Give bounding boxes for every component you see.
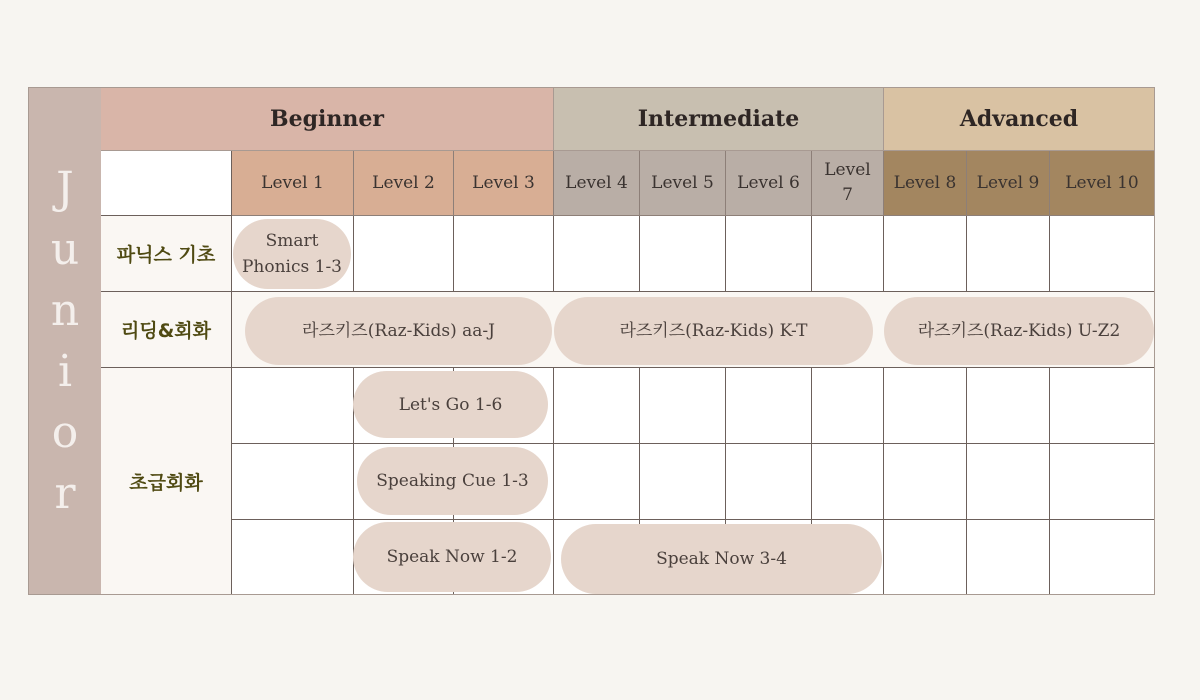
grid-cell	[232, 520, 354, 594]
side-letter: o	[51, 407, 79, 458]
course-razkids-k-t: 라즈키즈(Raz-Kids) K-T	[554, 297, 873, 365]
level-4-header: Level 4	[554, 151, 640, 216]
side-letter: u	[50, 224, 80, 275]
level-10-header: Level 10	[1050, 151, 1154, 216]
grid-cell	[554, 444, 640, 520]
course-razkids-aa-j: 라즈키즈(Raz-Kids) aa-J	[245, 297, 552, 365]
grid-cell	[726, 368, 812, 444]
grid-cell	[640, 368, 726, 444]
grid-cell	[354, 216, 454, 292]
grid-cell	[812, 444, 884, 520]
grid-cell	[640, 444, 726, 520]
grid-cell	[1050, 444, 1154, 520]
grid-cell	[232, 444, 354, 520]
side-letter: n	[50, 285, 80, 336]
side-letter: i	[57, 346, 73, 397]
level-9-header: Level 9	[967, 151, 1050, 216]
grid-cell	[554, 216, 640, 292]
band-beginner: Beginner	[101, 88, 554, 151]
grid-cell	[554, 368, 640, 444]
grid-cell	[967, 444, 1050, 520]
row-label-reading: 리딩&회화	[101, 292, 232, 368]
grid-cell	[967, 520, 1050, 594]
course-razkids-u-z2: 라즈키즈(Raz-Kids) U-Z2	[884, 297, 1154, 365]
grid-cell	[884, 216, 967, 292]
grid-cell	[884, 520, 967, 594]
level-8-header: Level 8	[884, 151, 967, 216]
band-advanced: Advanced	[884, 88, 1154, 151]
grid-cell	[454, 216, 554, 292]
grid-cell	[812, 368, 884, 444]
grid-cell	[967, 216, 1050, 292]
level-6-header: Level 6	[726, 151, 812, 216]
course-smart-phonics: Smart Phonics 1-3	[233, 219, 351, 289]
grid-cell	[1050, 368, 1154, 444]
side-letter: r	[54, 468, 76, 519]
grid-cell	[1050, 216, 1154, 292]
grid-cell	[726, 216, 812, 292]
level-2-header: Level 2	[354, 151, 454, 216]
level-1-header: Level 1	[232, 151, 354, 216]
grid-cell	[726, 444, 812, 520]
level-3-header: Level 3	[454, 151, 554, 216]
header-corner-cell	[101, 151, 232, 216]
course-speaking-cue: Speaking Cue 1-3	[357, 447, 548, 515]
band-intermediate: Intermediate	[554, 88, 884, 151]
grid-cell	[884, 444, 967, 520]
grid-cell	[967, 368, 1050, 444]
course-speak-now-1-2: Speak Now 1-2	[353, 522, 551, 592]
grid-cell	[884, 368, 967, 444]
level-7-header: Level 7	[812, 151, 884, 216]
course-speak-now-3-4: Speak Now 3-4	[561, 524, 882, 594]
grid-cell	[812, 216, 884, 292]
level-5-header: Level 5	[640, 151, 726, 216]
row-label-conversation: 초급회화	[101, 368, 232, 594]
row-label-phonics: 파닉스 기초	[101, 216, 232, 292]
grid-cell	[232, 368, 354, 444]
grid-cell	[640, 216, 726, 292]
course-lets-go: Let's Go 1-6	[353, 371, 548, 438]
junior-side-title	[29, 88, 102, 594]
side-letter: J	[56, 163, 74, 214]
grid-cell	[1050, 520, 1154, 594]
